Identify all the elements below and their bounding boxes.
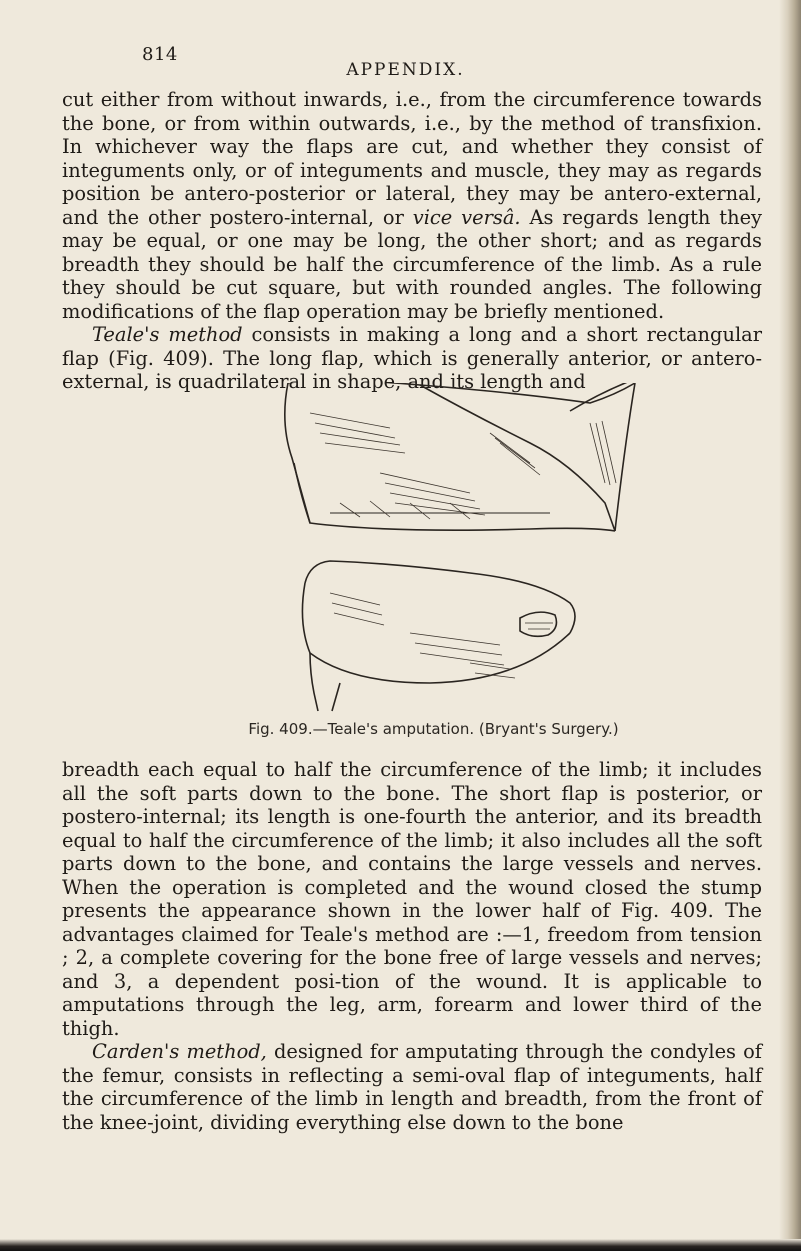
paragraph-carden — [62, 1040, 762, 1134]
page-number: 814 — [142, 44, 178, 65]
paragraph-flaps-text: cut either from without inwards, i.e., from the circumference towards the bone, or from within outwards, i.e., by the method of transfixion. In whichever way the flaps are cut, and whether they consist of integuments only, or of integuments and muscle, they may as regards position be antero-posterior or lateral, they may be antero-external, and the other postero-internal, or — [62, 88, 762, 229]
text-block-top — [62, 88, 762, 394]
running-head: APPENDIX. — [346, 60, 465, 80]
paragraph-carden-text: designed for amputating through the condyles of the femur, consists in reflecting a semi-oval flap of integuments, half the circumference of the limb in length and breadth, from the front of the knee-joint, dividing everything else down to the bone — [62, 1040, 762, 1134]
carden-method-heading: Carden's method, — [92, 1040, 267, 1063]
text-block-bottom — [62, 758, 762, 1134]
page-bottom-edge — [0, 1239, 801, 1251]
teale-method-heading: Teale's method — [92, 323, 243, 346]
page-edge-shadow — [779, 0, 801, 1251]
amputation-engraving — [270, 383, 670, 713]
figure-409-illustration — [270, 383, 670, 713]
paragraph-teale-continued: breadth each equal to half the circumference of the limb; it includes all the soft parts down to the bone. The short flap is posterior, or postero-internal; its length is one-fourth the anterior, and its breadth equal to half the circumference of the limb; it also includes all the soft parts down to the bone, and contains the large vessels and nerves. When the operation is completed and the wound closed the stump presents the appearance shown in the lower half of Fig. 409. The advantages claimed for Teale's method are :—1, freedom from tension ; 2, a complete covering for the bone free of large vessels and nerves; and 3, a dependent posi-tion of the wound. It is applicable to amputations through the leg, arm, forearm and lower third of the thigh. — [62, 758, 762, 1040]
paragraph-teale-text: consists in making a long and a short rectangular flap (Fig. 409). The long flap, which is generally anterior, or antero-external, is quadrilateral in shape, and its length and — [62, 323, 762, 393]
paragraph-flaps-end: As regards length they may be equal, or one may be long, the other short; and as regards breadth they should be half the circumference of the limb. As a rule they should be cut square, but with rounded angles. The following modifications of the flap operation may be briefly mentioned. — [62, 205, 763, 323]
paragraph-flaps — [62, 88, 762, 323]
paragraph-flaps-italic: vice versâ. — [412, 205, 521, 229]
figure-caption: Fig. 409.—Teale's amputation. (Bryant's Surgery.) — [248, 720, 619, 738]
